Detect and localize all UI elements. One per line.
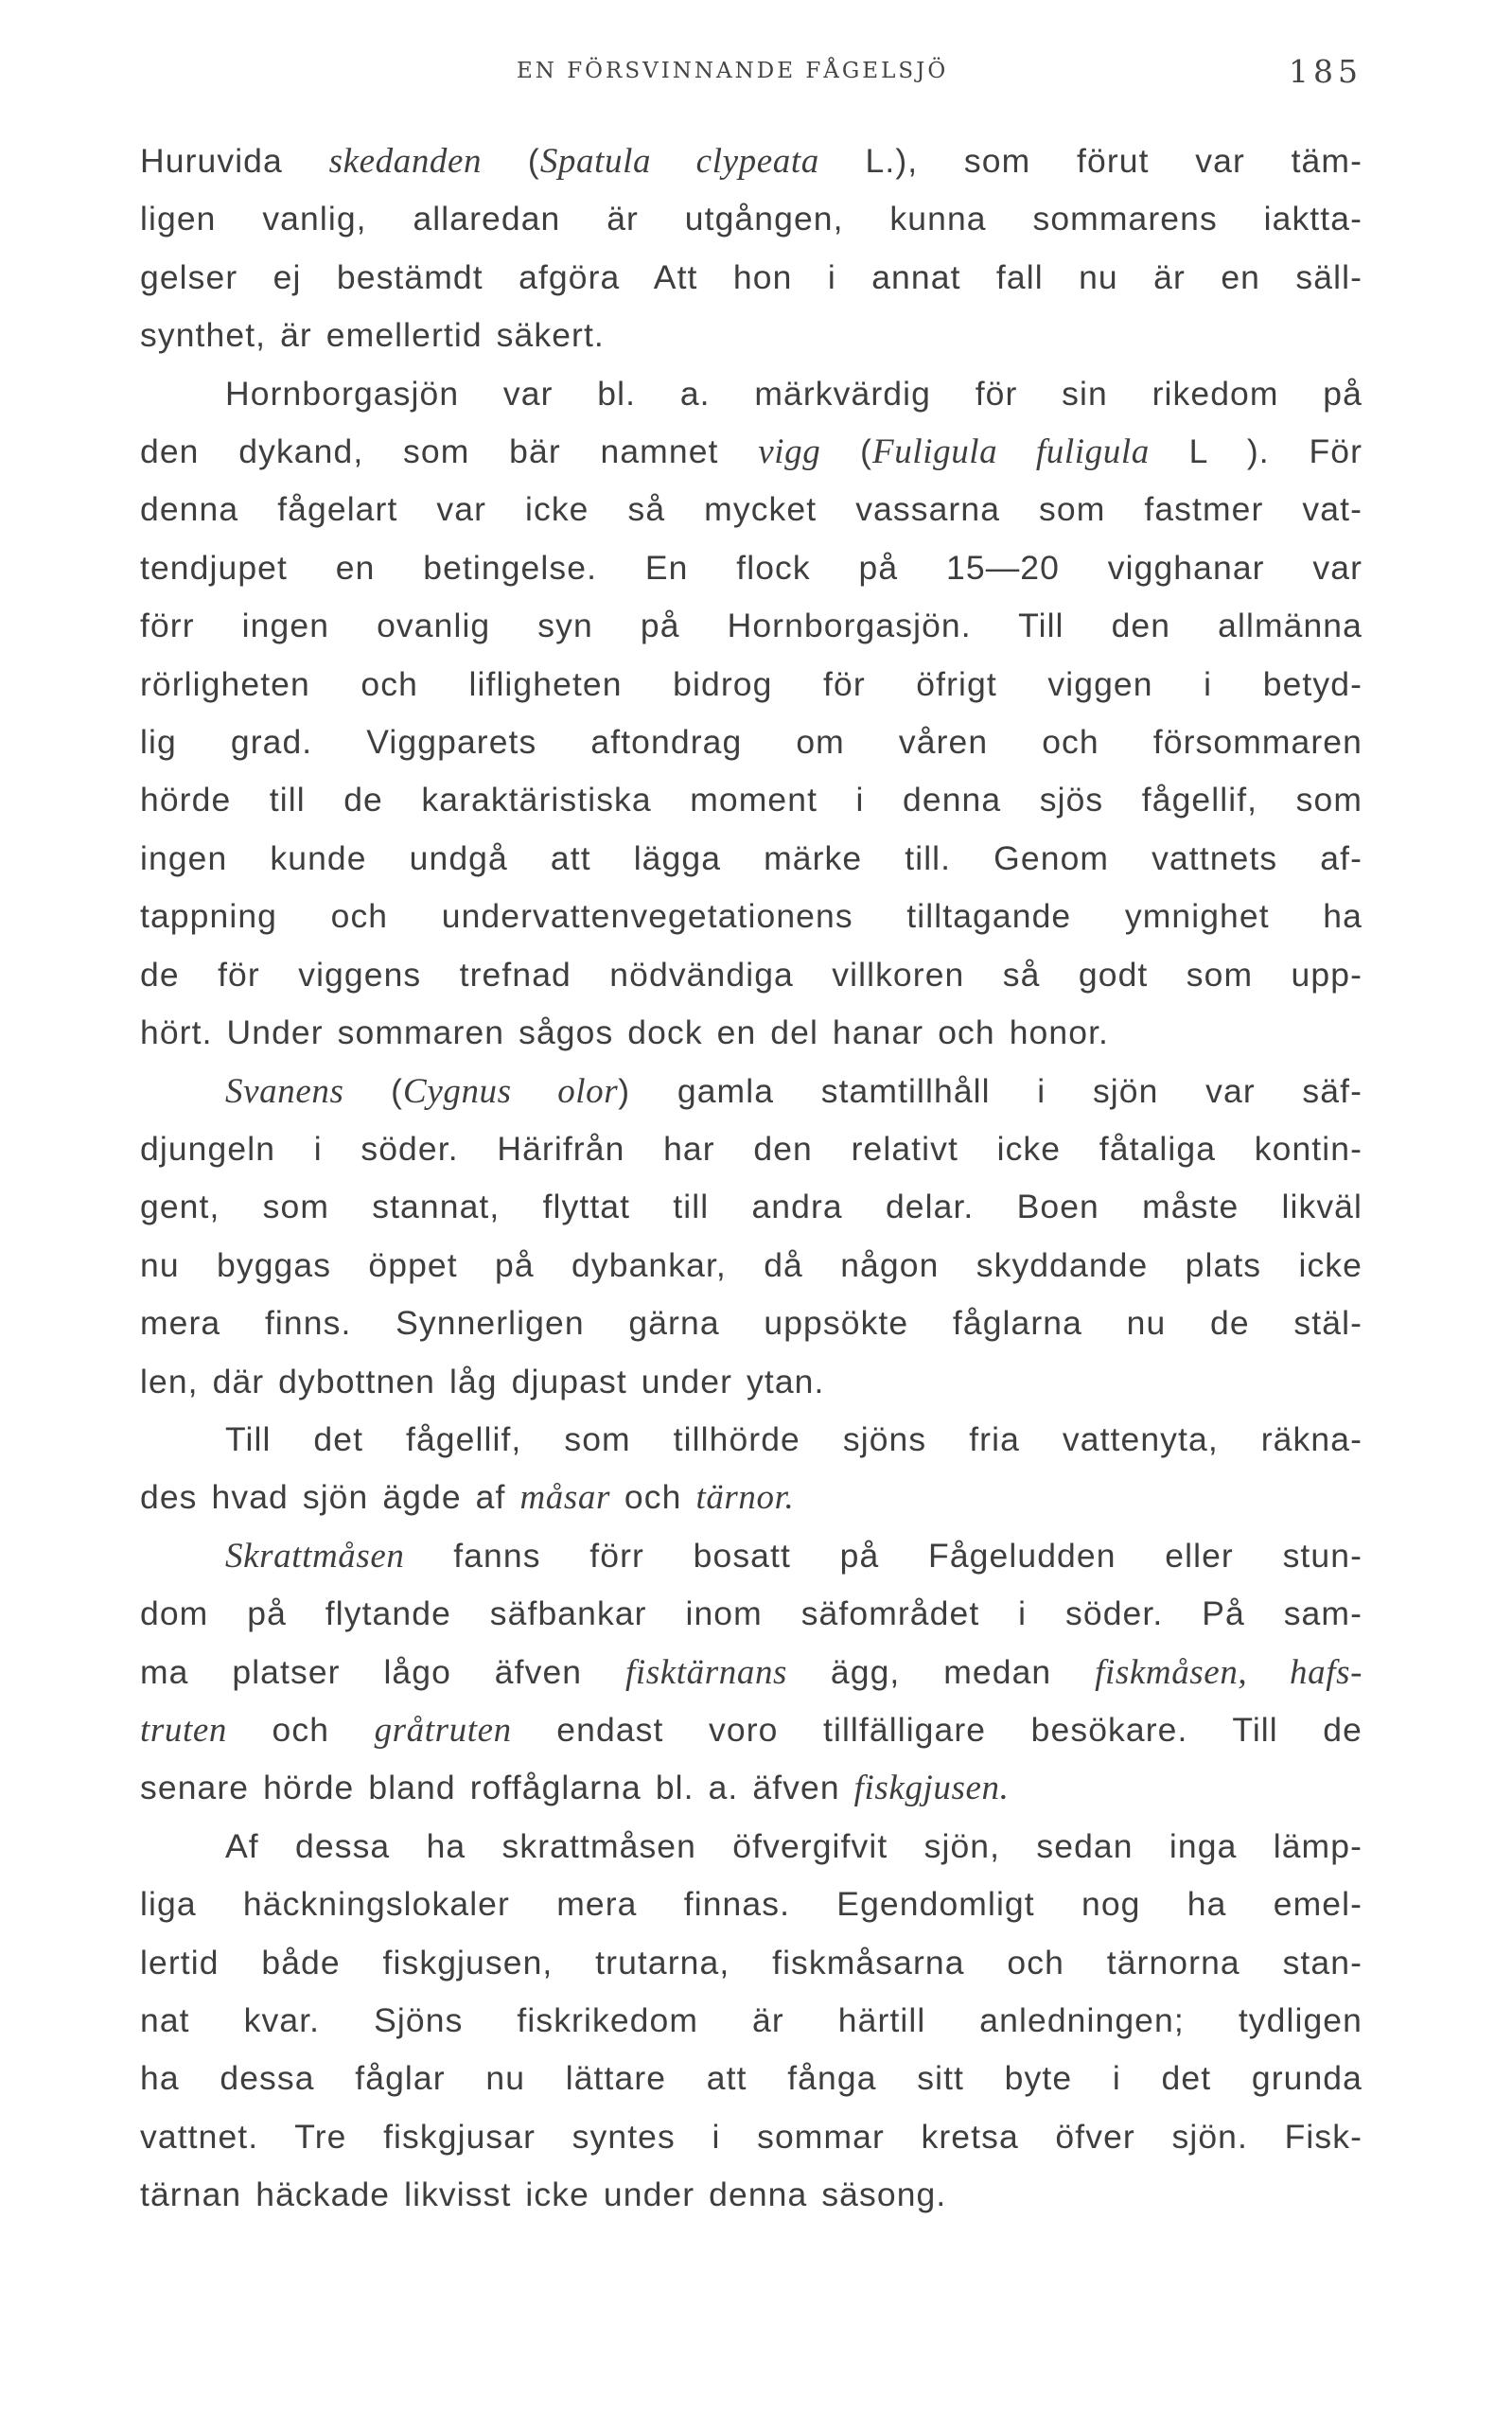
paragraph-2-line: tappning och undervattenvegetationens tilltagande ymnighet ha xyxy=(140,897,1363,936)
italic-term: tärnor. xyxy=(695,1478,795,1518)
paragraph-1-line: ligen vanlig, allaredan är utgången, kunna sommarens iaktta- xyxy=(140,200,1363,238)
paragraph-4-line: Till det fågellif, som tillhörde sjöns fria vattenyta, räkna- xyxy=(225,1419,1363,1458)
paragraph-6-line: nat kvar. Sjöns fiskrikedom är härtill anledningen; tydligen xyxy=(140,2001,1363,2039)
italic-term: gråtruten xyxy=(374,1710,512,1750)
paragraph-3-line: len, där dybottnen låg djupast under ytan. xyxy=(140,1362,825,1400)
italic-term: fiskmåsen, hafs- xyxy=(1095,1652,1363,1692)
book-page xyxy=(140,0,1363,2413)
italic-term: Svanens xyxy=(225,1071,344,1111)
running-head xyxy=(140,55,1363,93)
italic-term: Spatula clypeata xyxy=(539,142,819,181)
paragraph-5-line: truten och gråtruten endast voro tillfälligare besökare. Till de xyxy=(140,1710,1363,1750)
paragraph-2-line: ingen kunde undgå att lägga märke till. Genom vattnets af- xyxy=(140,838,1363,877)
italic-term: Cygnus olor xyxy=(403,1071,619,1111)
italic-term: vigg xyxy=(758,432,821,472)
paragraph-5-line: dom på flytande säfbankar inom säfområdet i söder. På sam- xyxy=(140,1594,1363,1633)
paragraph-3-line: mera finns. Synnerligen gärna uppsökte fåglarna nu de stäl- xyxy=(140,1304,1363,1343)
paragraph-6-line: lertid både fiskgjusen, trutarna, fiskmåsarna och tärnorna stan- xyxy=(140,1943,1363,1981)
paragraph-1-line: Huruvida skedanden (Spatula clypeata L.), som förut var täm- xyxy=(140,142,1363,181)
paragraph-3-line: Svanens (Cygnus olor) gamla stamtillhåll i sjön var säf- xyxy=(225,1071,1363,1111)
body-text xyxy=(140,132,1363,2225)
paragraph-2-line: förr ingen ovanlig syn på Hornborgasjön. Till den allmänna xyxy=(140,607,1363,645)
paragraph-5-line: Skrattmåsen fanns förr bosatt på Fågeludden eller stun- xyxy=(225,1536,1363,1576)
italic-term: Skrattmåsen xyxy=(225,1536,405,1576)
paragraph-4-line: des hvad sjön ägde af måsar och tärnor. xyxy=(140,1478,795,1518)
italic-term: fisktärnans xyxy=(624,1652,788,1692)
paragraph-2-line: hört. Under sommaren sågos dock en del hanar och honor. xyxy=(140,1013,1109,1052)
paragraph-2-line: lig grad. Viggparets aftondrag om våren och försommaren xyxy=(140,723,1363,762)
paragraph-2-line: tendjupet en betingelse. En flock på 15—20 vigghanar var xyxy=(140,548,1363,587)
paragraph-3-line: nu byggas öppet på dybankar, då någon skyddande plats icke xyxy=(140,1245,1363,1284)
italic-term: måsar xyxy=(519,1478,610,1518)
paragraph-6-line: tärnan häckade likvisst icke under denna säsong. xyxy=(140,2175,947,2214)
paragraph-2-line: Hornborgasjön var bl. a. märkvärdig för sin rikedom på xyxy=(225,374,1363,413)
paragraph-5-line: senare hörde bland roffåglarna bl. a. äfven fiskgjusen. xyxy=(140,1769,1010,1808)
italic-term: truten xyxy=(140,1710,227,1750)
paragraph-1-line: synthet, är emellertid säkert. xyxy=(140,316,605,355)
paragraph-2-line: hörde till de karaktäristiska moment i denna sjös fågellif, som xyxy=(140,781,1363,819)
paragraph-2-line: den dykand, som bär namnet vigg (Fuligula fuligula L ). För xyxy=(140,432,1363,472)
paragraph-5-line: ma platser lågo äfven fisktärnans ägg, medan fiskmåsen, hafs- xyxy=(140,1652,1363,1692)
running-title: EN FÖRSVINNANDE FÅGELSJÖ xyxy=(517,59,949,83)
paragraph-6-line: Af dessa ha skrattmåsen öfvergifvit sjön, sedan inga lämp- xyxy=(225,1826,1363,1865)
paragraph-6-line: vattnet. Tre fiskgjusar syntes i sommar kretsa öfver sjön. Fisk- xyxy=(140,2117,1363,2156)
paragraph-2-line: denna fågelart var icke så mycket vassarna som fastmer vat- xyxy=(140,490,1363,529)
paragraph-1-line: gelser ej bestämdt afgöra Att hon i annat fall nu är en säll- xyxy=(140,257,1363,296)
paragraph-2-line: rörligheten och lifligheten bidrog för öfrigt viggen i betyd- xyxy=(140,664,1363,703)
paragraph-2-line: de för viggens trefnad nödvändiga villkoren så godt som upp- xyxy=(140,955,1363,994)
page-number: 185 xyxy=(1289,53,1363,90)
paragraph-3-line: gent, som stannat, flyttat till andra delar. Boen måste likväl xyxy=(140,1188,1363,1226)
paragraph-6-line: ha dessa fåglar nu lättare att fånga sitt byte i det grunda xyxy=(140,2059,1363,2098)
paragraph-6-line: liga häckningslokaler mera finnas. Egendomligt nog ha emel- xyxy=(140,1885,1363,1924)
paragraph-3-line: djungeln i söder. Härifrån har den relativt icke fåtaliga kontin- xyxy=(140,1129,1363,1168)
italic-term: skedanden xyxy=(328,142,483,181)
italic-term: fiskgjusen. xyxy=(853,1769,1010,1808)
italic-term: Fuligula fuligula xyxy=(872,432,1150,472)
